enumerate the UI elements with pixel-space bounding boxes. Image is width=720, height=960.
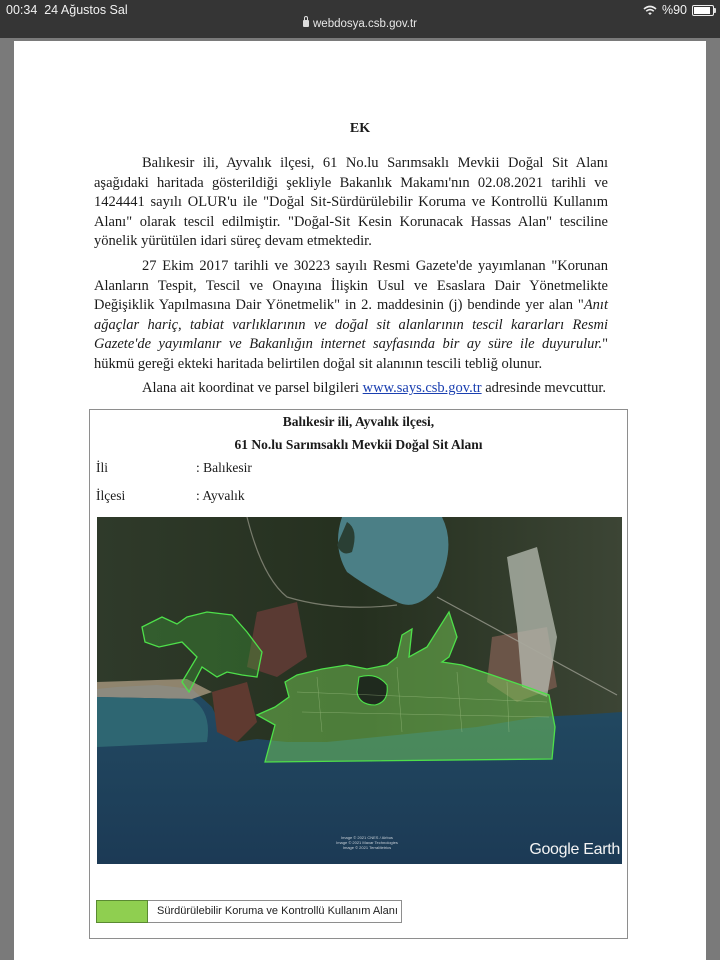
legend-swatch-green xyxy=(96,900,148,923)
field-province: İli : Balıkesir xyxy=(96,460,252,475)
quoted-regulation: Anıt ağaçlar hariç, tabiat varlıklarının ve doğal sit alanlarının tescil kararları Resmi Gazete'de yayımlanır ve Bakanlığın internet sayfasında bir ay süre ile duyurulur. xyxy=(94,297,608,352)
paragraph-registration: Balıkesir ili, Ayvalık ilçesi, 61 No.lu Sarımsaklı Mevkii Doğal Sit Alanı aşağıdaki haritada gösterildiği şekliyle Bakanlık Makamı'nın 02.08.2021 tarihli ve 1424441 sayılı OLUR'u ile "Doğal Sit-Sürdürülebilir Koruma ve Kontrollü Kullanım Alanı" olarak tescil edilmiştir. "Doğal-Sit Kesin Korunacak Hassas Alan" tesciline yönelik yürütülen idari süreç devam etmektedir. xyxy=(94,155,608,249)
google-earth-logo: Google Earth xyxy=(529,841,620,858)
battery-percent: %90 xyxy=(661,3,687,17)
lock-icon xyxy=(303,20,309,27)
legend-label: Sürdürülebilir Koruma ve Kontrollü Kullanım Alanı xyxy=(148,900,402,923)
satellite-map xyxy=(97,517,622,864)
status-indicators xyxy=(643,3,714,17)
wifi-icon xyxy=(643,5,657,16)
battery-icon xyxy=(692,5,714,16)
url-text: webdosya.csb.gov.tr xyxy=(313,18,417,30)
document-heading: EK xyxy=(349,121,371,136)
annex-map-table xyxy=(89,409,628,939)
map-legend xyxy=(96,900,402,924)
paragraph-coordinates: Alana ait koordinat ve parsel bilgileri www.says.csb.gov.tr adresinde mevcuttur. xyxy=(142,380,607,396)
status-bar xyxy=(0,0,720,38)
says-link[interactable]: www.says.csb.gov.tr xyxy=(362,380,482,396)
field-district: İlçesi : Ayvalık xyxy=(96,488,245,503)
annex-title-line1: Balıkesir ili, Ayvalık ilçesi, xyxy=(282,414,435,429)
status-time: 00:34 24 Ağustos Sal xyxy=(6,3,128,17)
paragraph-regulation: 27 Ekim 2017 tarihli ve 30223 sayılı Resmi Gazete'de yayımlanan "Korunan Alanların Tespit, Tescil ve Onayına İlişkin Usul ve Esaslara Dair Yönetmelikte Değişiklik Yapılmasına Dair Yönetmelik" in 2. maddesinin (j) bendinde yer alan "Anıt ağaçlar hariç, tabiat varlıklarının ve doğal sit alanlarının tescil kararları Resmi Gazete'de yayımlanır ve Bakanlığın internet sayfasında bir ay süre ile duyurulur." hükmü gereği ekteki haritada belirtilen doğal sit alanının tescili tebliğ olunur. xyxy=(94,258,608,372)
address-bar[interactable] xyxy=(0,18,720,30)
pdf-page xyxy=(14,41,706,960)
annex-title-line2: 61 No.lu Sarımsaklı Mevkii Doğal Sit Alanı xyxy=(234,437,483,452)
map-attribution: Image © 2021 CNES / Airbus Image © 2021 Maxar Technologies Image © 2021 TerraMetrics xyxy=(336,835,398,850)
map-image xyxy=(97,517,622,864)
